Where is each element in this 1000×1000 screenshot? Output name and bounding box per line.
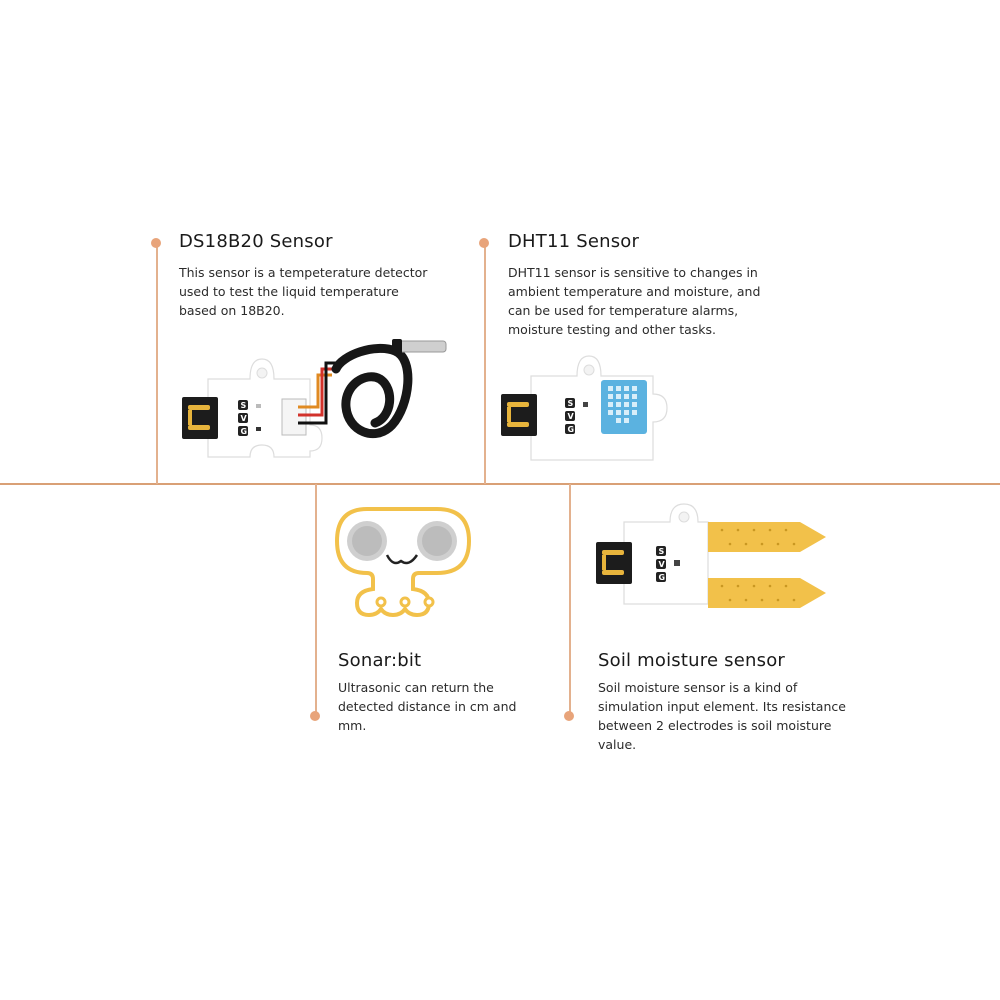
ds18b20-module-image bbox=[170, 335, 455, 465]
bullet-dot-ds18b20 bbox=[151, 238, 161, 248]
bullet-dot-soil bbox=[564, 711, 574, 721]
bullet-dot-dht11 bbox=[479, 238, 489, 248]
connector-line-sonar bbox=[315, 484, 317, 716]
connector-line-soil bbox=[569, 484, 571, 716]
dht11-description: DHT11 sensor is sensitive to changes in ambient temperature and moisture, and can be used for temperature alarms, moisture testing and other tasks. bbox=[508, 265, 761, 337]
soil-moisture-description: Soil moisture sensor is a kind of simulation input element. Its resistance between 2 electrodes is soil moisture value. bbox=[598, 680, 846, 752]
pin-label-v: V bbox=[240, 414, 247, 423]
bullet-dot-sonar bbox=[310, 711, 320, 721]
sonarbit-module-image bbox=[333, 505, 473, 617]
sonarbit-title: Sonar:bit bbox=[338, 650, 422, 671]
ds18b20-description: This sensor is a tempeterature detector used to test the liquid temperature based on 18B20. bbox=[179, 265, 428, 318]
sonarbit-description: Ultrasonic can return the detected distance in cm and mm. bbox=[338, 680, 517, 733]
soil-moisture-module-image bbox=[590, 500, 830, 610]
pin-label-g: G bbox=[240, 427, 248, 436]
horizontal-divider bbox=[0, 483, 1000, 485]
soil-moisture-title: Soil moisture sensor bbox=[598, 650, 786, 671]
connector-line-ds18b20 bbox=[156, 243, 158, 484]
dht11-module-image bbox=[495, 352, 685, 464]
soil-pin-label-s: S bbox=[658, 547, 665, 556]
dht11-pin-label-s: S bbox=[567, 399, 574, 408]
dht11-title: DHT11 Sensor bbox=[508, 231, 640, 252]
soil-pin-label-v: V bbox=[658, 560, 665, 569]
ds18b20-title: DS18B20 Sensor bbox=[179, 231, 333, 252]
dht11-pin-label-v: V bbox=[567, 412, 574, 421]
dht11-pin-label-g: G bbox=[567, 425, 575, 434]
connector-line-dht11 bbox=[484, 243, 486, 484]
pin-label-s: S bbox=[240, 401, 247, 410]
soil-pin-label-g: G bbox=[658, 573, 666, 582]
